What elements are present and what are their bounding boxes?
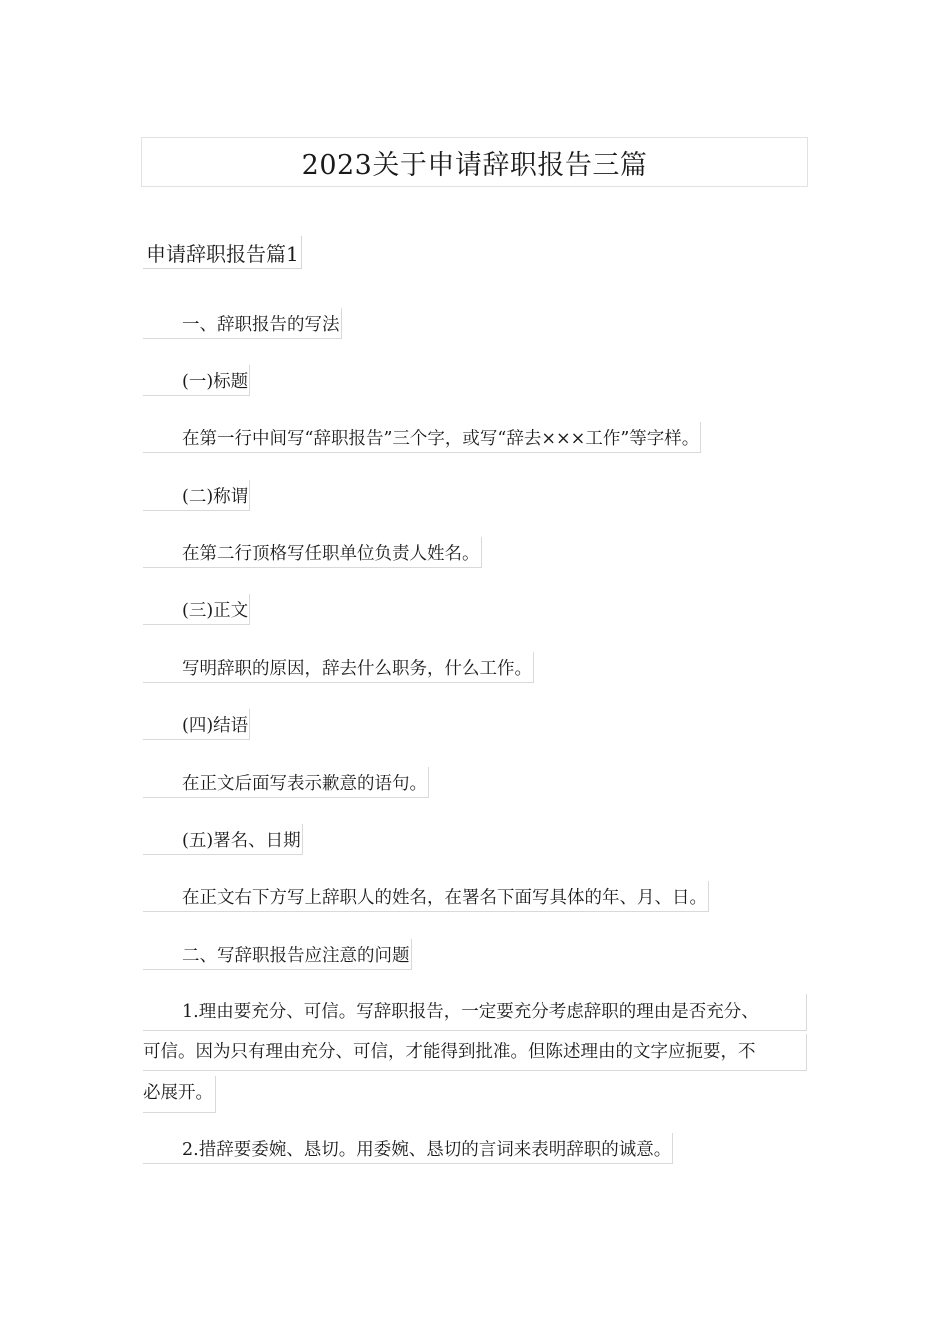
subheading-closing: [143, 709, 250, 740]
line-text: 在正文后面写表示歉意的语句。: [182, 773, 427, 794]
paragraph-closing-rule: [143, 767, 429, 798]
heading-notes: [143, 939, 412, 970]
line-text: (二)称谓: [182, 486, 249, 507]
paragraph-point-2: [143, 1133, 673, 1164]
subheading-body: [143, 594, 250, 625]
paragraph-salutation-rule: [143, 537, 482, 568]
line-text: (一)标题: [182, 371, 249, 392]
row-text: 必展开。: [143, 1083, 213, 1103]
row-text: 可信。因为只有理由充分、可信，才能得到批准。但陈述理由的文字应扼要，不: [143, 1041, 756, 1062]
paragraph-row: [143, 1034, 807, 1071]
section-heading-text: 申请辞职报告篇1: [146, 241, 299, 266]
paragraph-row: [143, 1076, 216, 1113]
line-text: (五)署名、日期: [182, 830, 301, 851]
document-title-text: 2023关于申请辞职报告三篇: [301, 149, 648, 181]
line-text: 在正文右下方写上辞职人的姓名，在署名下面写具体的年、月、日。: [182, 887, 707, 908]
row-text: 1.理由要充分、可信。写辞职报告，一定要充分考虑辞职的理由是否充分、: [182, 1001, 759, 1022]
paragraph-body-rule: [143, 652, 534, 683]
document-title: [141, 137, 808, 187]
paragraph-title-rule: [143, 422, 701, 453]
heading-writing-method: [143, 308, 342, 339]
paragraph-row: [143, 994, 807, 1031]
line-text: 2.措辞要委婉、恳切。用委婉、恳切的言词来表明辞职的诚意。: [182, 1139, 672, 1160]
line-text: 写明辞职的原因，辞去什么职务，什么工作。: [182, 658, 532, 679]
line-text: 在第一行中间写“辞职报告”三个字，或写“辞去×××工作”等字样。: [182, 428, 700, 449]
line-text: 一、辞职报告的写法: [182, 314, 340, 335]
subheading-signature-date: [143, 824, 303, 855]
paragraph-point-1: [143, 994, 807, 1116]
line-text: 二、写辞职报告应注意的问题: [182, 945, 410, 966]
paragraph-signature-rule: [143, 881, 709, 912]
line-text: (四)结语: [182, 715, 249, 736]
section-heading: [143, 236, 302, 269]
line-text: 在第二行顶格写任职单位负责人姓名。: [182, 543, 480, 564]
subheading-salutation: [143, 480, 250, 511]
subheading-title: [143, 365, 250, 396]
line-text: (三)正文: [182, 600, 249, 621]
